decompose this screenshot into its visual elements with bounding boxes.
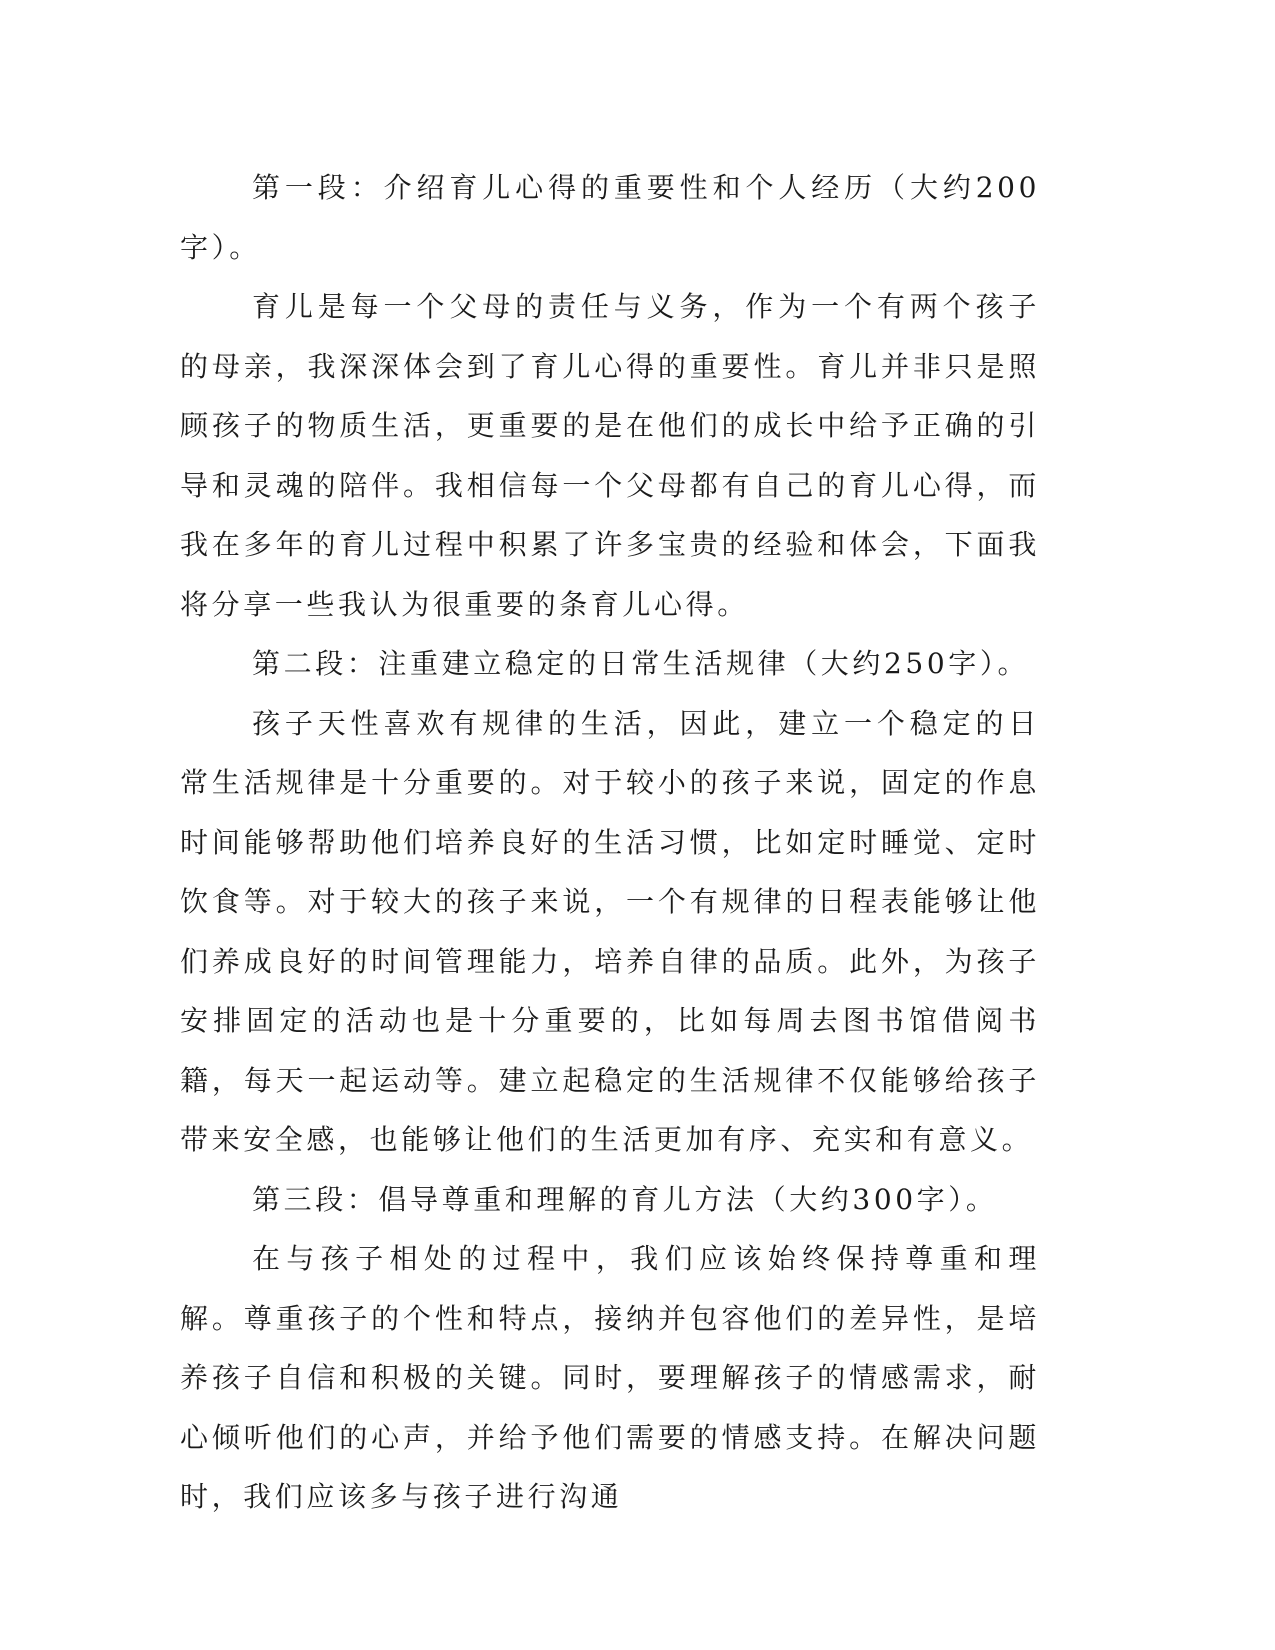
paragraph-2: 孩子天性喜欢有规律的生活，因此，建立一个稳定的日常生活规律是十分重要的。对于较小的孩子来说，固定的作息时间能够帮助他们培养良好的生活习惯，比如定时睡觉、定时饮食等。对于较大的孩子来说，一个有规律的日程表能够让他们养成良好的时间管理能力，培养自律的品质。此外，为孩子安排固定的活动也是十分重要的，比如每周去图书馆借阅书籍，每天一起运动等。建立起稳定的生活规律不仅能够给孩子带来安全感，也能够让他们的生活更加有序、充实和有意义。 — [180, 706, 1040, 1156]
document-body — [180, 158, 1040, 1527]
paragraph-1: 育儿是每一个父母的责任与义务，作为一个有两个孩子的母亲，我深深体会到了育儿心得的重要性。育儿并非只是照顾孩子的物质生活，更重要的是在他们的成长中给予正确的引导和灵魂的陪伴。我相信每一个父母都有自己的育儿心得，而我在多年的育儿过程中积累了许多宝贵的经验和体会，下面我将分享一些我认为很重要的条育儿心得。 — [180, 290, 1040, 621]
section-heading-1: 第一段：介绍育儿心得的重要性和个人经历（大约200字）。 — [180, 171, 1040, 264]
paragraph-3: 在与孩子相处的过程中，我们应该始终保持尊重和理解。尊重孩子的个性和特点，接纳并包容他们的差异性，是培养孩子自信和积极的关键。同时，要理解孩子的情感需求，耐心倾听他们的心声，并给予他们需要的情感支持。在解决问题时，我们应该多与孩子进行沟通 — [180, 1242, 1040, 1513]
section-heading-2: 第二段：注重建立稳定的日常生活规律（大约250字）。 — [252, 647, 1030, 680]
section-heading-3: 第三段：倡导尊重和理解的育儿方法（大约300字）。 — [252, 1182, 998, 1216]
